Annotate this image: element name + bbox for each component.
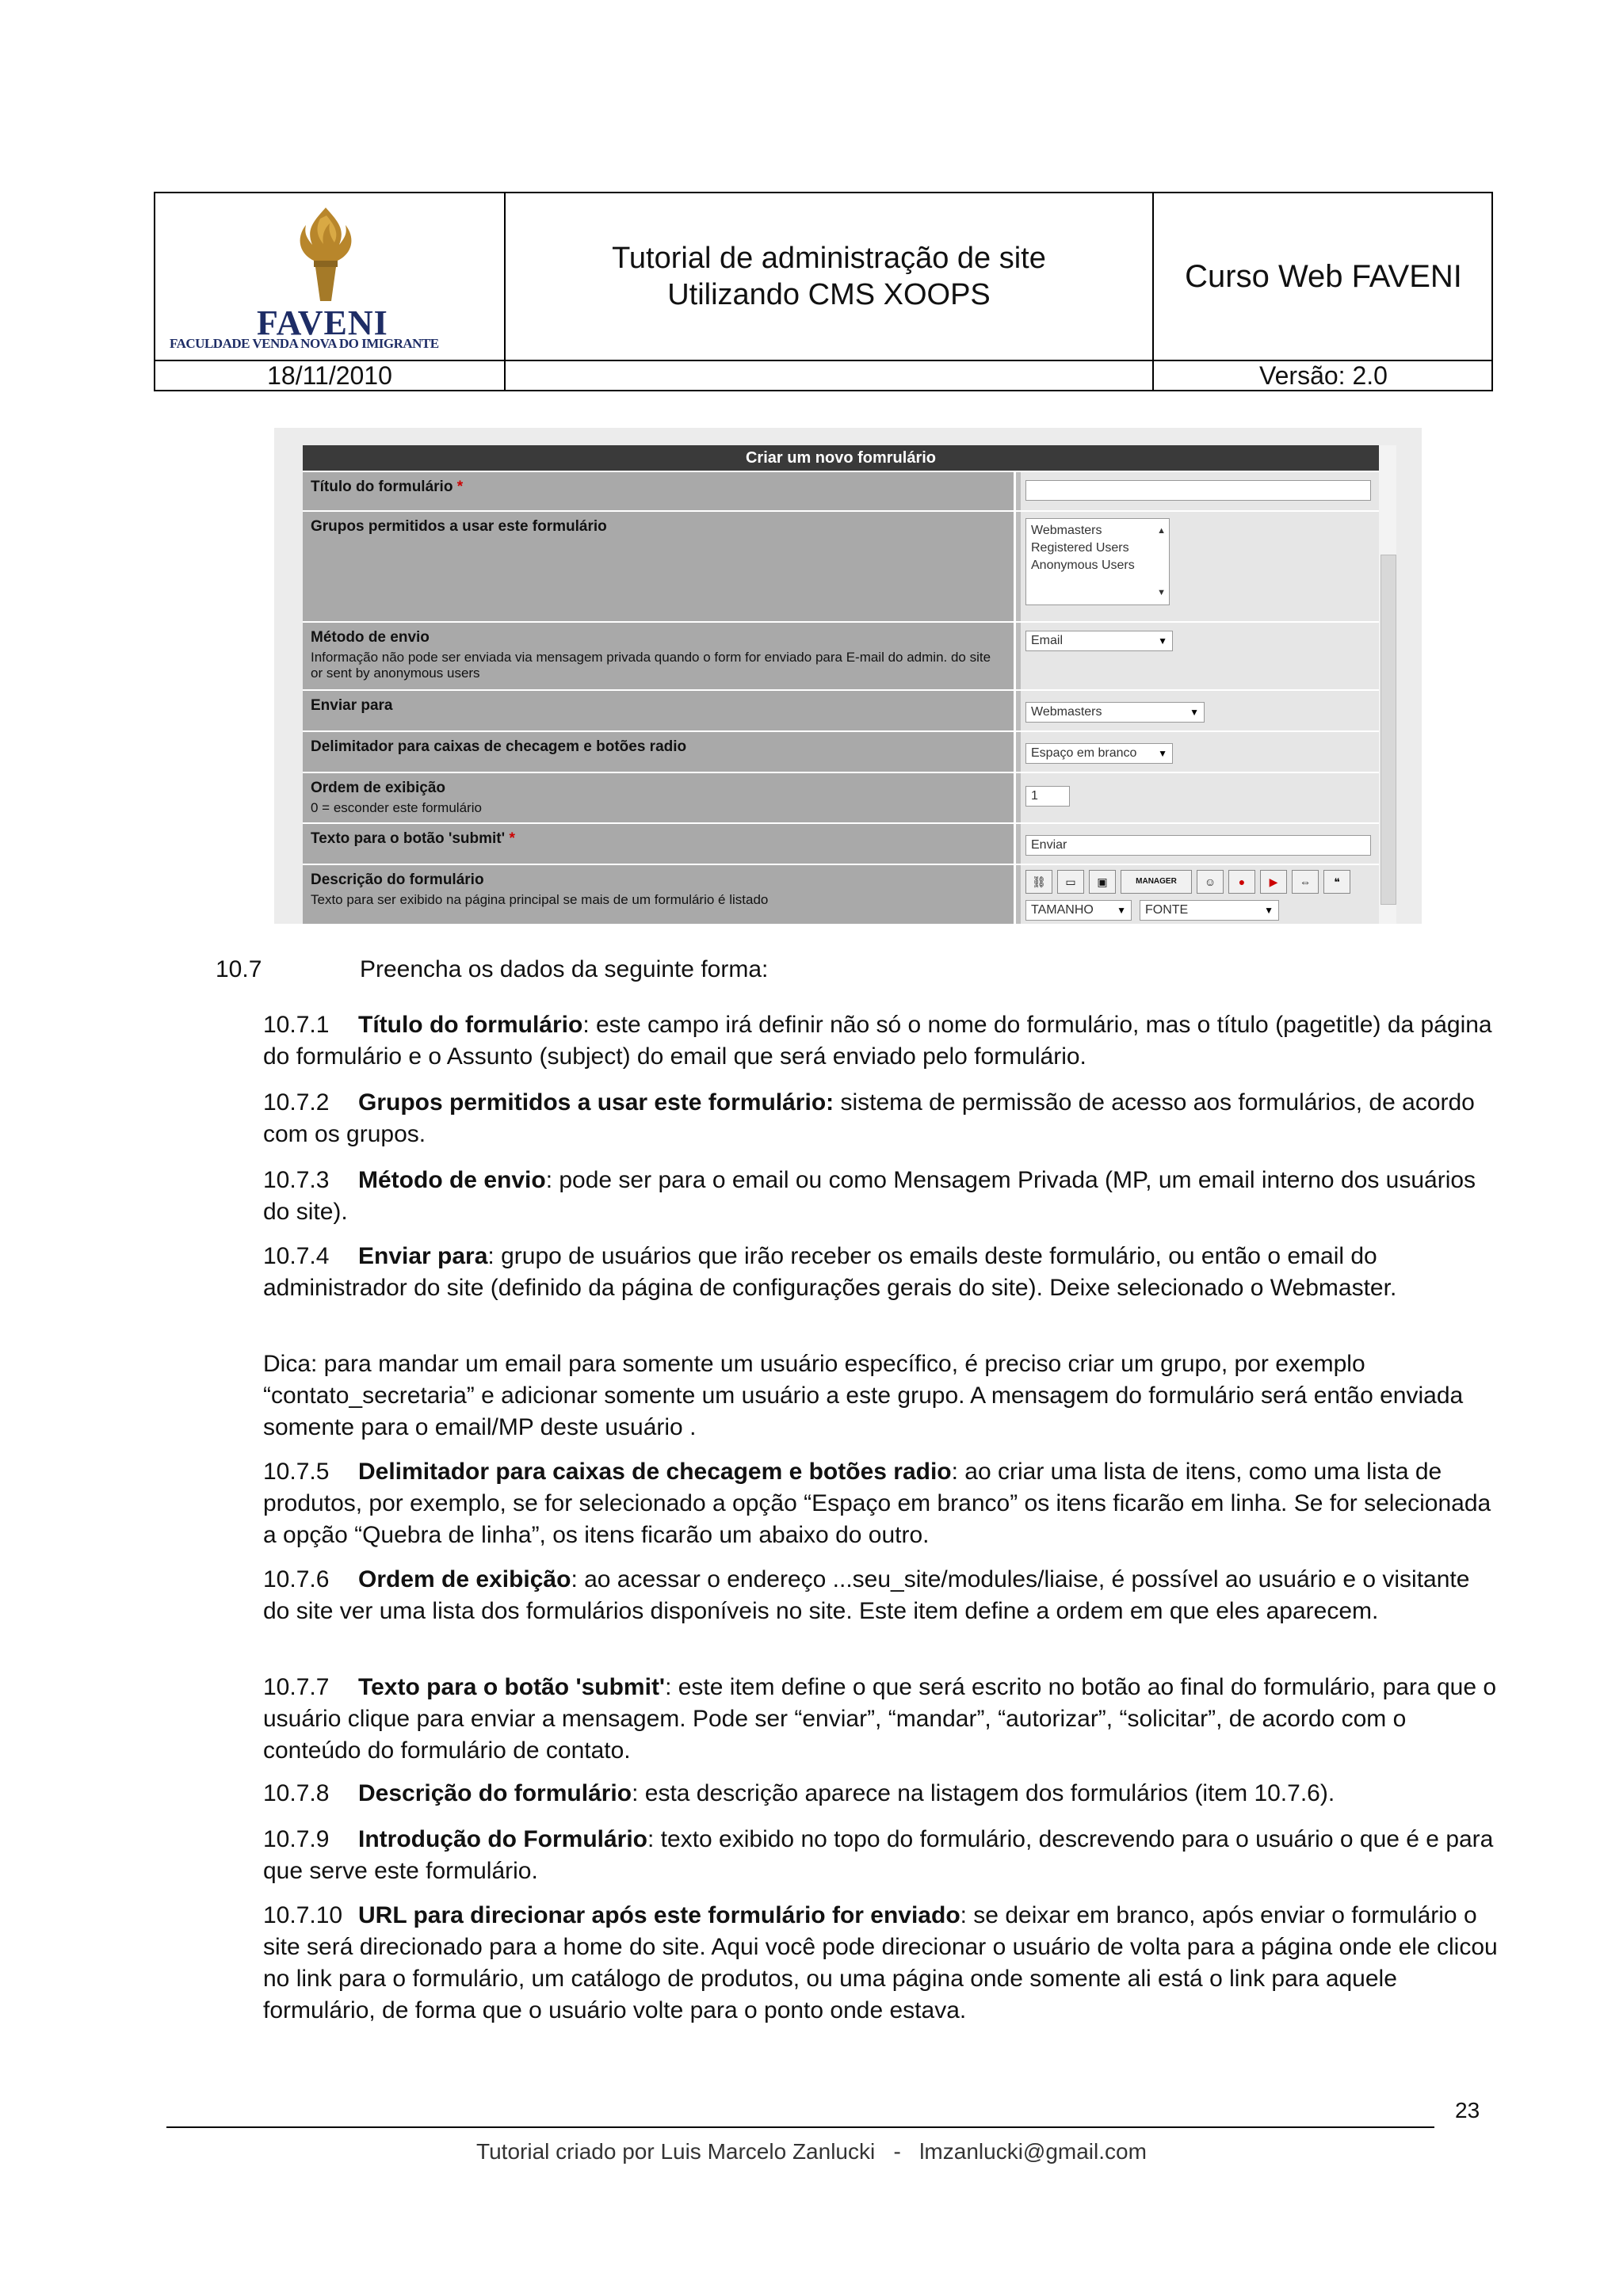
logo-cell [155,193,506,360]
footer-rule [166,2126,1434,2128]
link-icon[interactable]: ⛓ [1025,870,1052,894]
picture-icon[interactable]: ▣ [1089,870,1116,894]
required-mark: * [456,479,464,495]
header-title [506,193,1154,360]
torch-logo-icon [282,201,369,303]
list-item: 10.7.9 Introdução do Formulário: texto exibido no topo do formulário, descrevendo para o usuário o que é e para que serve este formulário. [263,1826,1494,1884]
header-blank-cell [506,360,1154,391]
form-row-groups [303,510,1379,623]
method-select[interactable]: Email ▼ [1025,631,1173,651]
form-row-help: Informação não pode ser enviada via mensagem privada quando o form for enviado para E-mail do admin. do site or sent by anonymous users [311,650,991,681]
header-title-line1: Tutorial de administração de site [612,242,1046,275]
quote-icon[interactable]: ❝ [1323,870,1350,894]
chevron-down-icon: ▼ [1117,905,1126,916]
footer-credit: Tutorial criado por Luis Marcelo Zanlucki - lmzanlucki@gmail.com [476,2139,1147,2164]
send-to-select[interactable]: Webmasters ▼ [1025,702,1205,723]
logo-subtext: FACULDADE VENDA NOVA DO IMIGRANTE [170,336,439,351]
group-option[interactable]: Registered Users [1031,541,1129,555]
form-row-send-to [303,689,1379,732]
section-heading [216,954,768,986]
submit-text-input[interactable]: Enviar [1025,835,1371,856]
form-row-label: Descrição do formulário [311,871,484,888]
chevron-down-icon: ▼ [1158,635,1167,646]
create-form-panel [303,445,1379,924]
chevron-up-icon[interactable]: ▲ [1157,526,1166,536]
chevron-down-icon[interactable]: ▼ [1157,588,1166,597]
section-text: Preencha os dados da seguinte forma: [360,956,769,982]
list-item: 10.7.8 Descrição do formulário: esta descrição aparece na listagem dos formulários (item 10.7.6). [263,1780,1335,1806]
youtube-icon[interactable]: ▶ [1260,870,1287,894]
order-input[interactable]: 1 [1025,786,1070,807]
list-item: 10.7.3 Método de envio: pode ser para o email ou como Mensagem Privada (MP, um email interno dos usuários do site). [263,1167,1476,1225]
header-course: Curso Web FAVENI [1185,258,1462,294]
font-select[interactable]: FONTE ▼ [1140,900,1279,921]
list-item: 10.7.2 Grupos permitidos a usar este formulário: sistema de permissão de acesso aos formulários, de acordo com os grupos. [263,1089,1475,1147]
image-icon[interactable]: ▭ [1057,870,1084,894]
smiley-icon[interactable]: ☺ [1197,870,1224,894]
chevron-down-icon: ▼ [1190,707,1199,718]
list-item: 10.7.7 Texto para o botão 'submit': este item define o que será escrito no botão ao final do formulário, para que o usuário clique para enviar a mensagem. Pode ser “enviar”, “mandar”, “autorizar”, “solicitar”, de acordo com o conteúdo do formulário de contato. [263,1674,1497,1764]
form-row-label: Método de envio [311,629,430,646]
header-date: 18/11/2010 [155,360,506,391]
chevron-down-icon: ▼ [1264,905,1274,916]
required-mark: * [509,830,515,847]
page-number: 23 [1455,2098,1480,2122]
form-row-submit-text [303,822,1379,865]
chevron-down-icon: ▼ [1158,748,1167,759]
manager-button[interactable]: MANAGER [1121,870,1192,894]
document-header [154,192,1493,391]
form-row-help: Texto para ser exibido na página principal se mais de um formulário é listado [311,892,769,907]
form-row-label: Ordem de exibição [311,780,446,796]
form-row-label: Grupos permitidos a usar este formulário [311,518,607,535]
form-title-input[interactable] [1025,480,1371,501]
form-screenshot [274,428,1422,924]
section-number: 10.7 [216,956,262,982]
list-item: 10.7.6 Ordem de exibição: ao acessar o endereço ...seu_site/modules/liaise, é possível ao usuário e o visitante do site ver uma lista dos formulários disponíveis no site. Este item define a ordem em que eles aparecem. [263,1566,1470,1624]
form-title: Criar um novo fomrulário [303,445,1379,471]
form-row-delimiter [303,730,1379,773]
scrollbar-thumb[interactable] [1381,555,1396,905]
tip-paragraph: Dica: para mandar um email para somente um usuário específico, é preciso criar um grupo, por exemplo “contato_secretaria” e adicionar somente um usuário a este grupo. A mensagem do formulário será então enviada somente para o email/MP deste usuário . [263,1351,1464,1440]
form-row-label: Delimitador para caixas de checagem e botões radio [311,738,687,755]
groups-listbox[interactable] [1025,518,1170,605]
header-version: Versão: 2.0 [1259,361,1388,390]
form-row-title [303,471,1379,512]
form-row-description [303,864,1379,924]
form-row-label: Enviar para [311,697,393,714]
size-select[interactable]: TAMANHO ▼ [1025,900,1132,921]
form-row-label: Texto para o botão 'submit' [311,830,506,847]
list-item: 10.7.5 Delimitador para caixas de checagem e botões radio: ao criar uma lista de itens, como uma lista de produtos, por exemplo, se for selecionado a opção “Espaço em branco” os itens ficarão em linha. Se for selecionada a opção “Quebra de linha”, os itens ficarão um abaixo do outro. [263,1459,1491,1548]
form-row-order [303,772,1379,824]
form-row-help: 0 = esconder este formulário [311,800,482,815]
list-item: 10.7.10 URL para direcionar após este formulário for enviado: se deixar em branco, após enviar o formulário o site será direcionado para a home do site. Aqui você pode direcionar o usuário de volta para a página onde ele clicou no link para o formulário, um catálogo de produtos, ou uma página onde somente ali está o link para aquele formulário, de forma que o usuário volte para o ponto onde estava. [263,1902,1498,2023]
group-option[interactable]: Anonymous Users [1031,559,1135,572]
flash-icon[interactable]: ● [1228,870,1255,894]
code-icon[interactable]: ⇔ [1292,870,1319,894]
header-title-line2: Utilizando CMS XOOPS [667,278,991,311]
delimiter-select[interactable]: Espaço em branco ▼ [1025,743,1173,764]
editor-toolbar [1021,865,1379,924]
logo-text: FAVENI [257,303,388,342]
group-option[interactable]: Webmasters [1031,524,1102,537]
list-item: 10.7.4 Enviar para: grupo de usuários que irão receber os emails deste formulário, ou então o email do administrador do site (definido da página de configurações gerais do site). Deixe selecionado o Webmaster. [263,1243,1397,1301]
form-row-method [303,621,1379,691]
list-item: 10.7.1 Título do formulário: este campo irá definir não só o nome do formulário, mas o título (pagetitle) da página do formulário e o Assunto (subject) do email que será enviado pelo formulário. [263,1012,1492,1070]
form-row-label: Título do formulário [311,479,453,495]
